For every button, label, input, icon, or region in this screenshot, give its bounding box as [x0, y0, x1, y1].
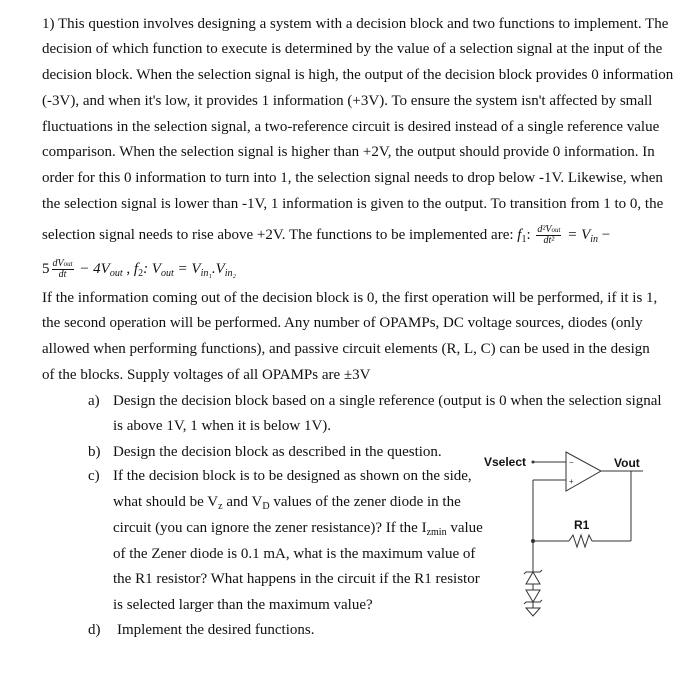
f1-colon: :: [526, 226, 531, 243]
paragraph-line-4: (-3V), and when it's low, it provides 1 information (+3V). To ensure the system isn't affected by small: [42, 93, 653, 109]
vz-subscript: z: [218, 501, 223, 512]
minus-4vout: − 4V: [79, 260, 110, 277]
f1-subscript: 1: [521, 233, 527, 245]
equation-line: [42, 259, 236, 283]
item-c-vz-text: what should be V: [113, 494, 219, 510]
paragraph2-line-3: allowed when performing functions), and passive circuit elements (R, L, C) can be used in the design: [42, 341, 650, 357]
paragraph2-line-4: of the blocks. Supply voltages of all OPAMPs are ±3V: [42, 367, 371, 383]
item-d-marker: d): [88, 622, 101, 638]
item-c-and-vd: and V: [222, 494, 263, 510]
paragraph-line-3: decision block. When the selection signal is high, the output of the decision block provides 0 information: [42, 67, 674, 83]
izmin-subscript: zmin: [426, 527, 447, 538]
dvout-fraction: [52, 259, 74, 280]
paragraph-line-1: 1) This question involves designing a system with a decision block and two functions to implement. The: [42, 16, 669, 32]
item-c-line-2: [113, 493, 461, 516]
paragraph-line-8: the selection signal is lower than -1V, 1 information is given to the output. To transition from 1 to 0, the: [42, 196, 664, 212]
vselect-label: Vselect: [484, 455, 527, 469]
item-d-text: Implement the desired functions.: [117, 622, 315, 638]
f1-rhs: = V: [567, 226, 591, 243]
f2-expr-a: : V: [143, 260, 161, 277]
item-c-marker: c): [88, 468, 100, 484]
paragraph2-line-1: If the information coming out of the decision block is 0, the first operation will be performed, if it is 1,: [42, 290, 658, 306]
item-c-line-5: the R1 resistor? What happens in the circuit if the R1 resistor: [113, 571, 480, 587]
input-terminal-dot: [532, 461, 535, 464]
f1-rhs-sub: in: [590, 233, 599, 245]
paragraph2-line-2: the second operation will be performed. Any number of OPAMPs, DC voltage sources, diodes (only: [42, 315, 643, 331]
f2-expr-b: = V: [177, 260, 201, 277]
equation-separator: ,: [126, 260, 131, 277]
item-c-line-3: [113, 519, 483, 542]
f1-label: f: [517, 226, 522, 243]
minus-4vout-sub: out: [109, 267, 123, 279]
paragraph-line-6: comparison. When the selection signal is higher than +2V, the output should provide 0 information. In: [42, 144, 655, 160]
f2-expr-b-sub: in₁: [200, 267, 212, 279]
zener-diode-lower: [526, 590, 540, 602]
ground-symbol: [526, 608, 540, 616]
item-c-line-4: of the Zener diode is 0.1 mA, what is the maximum value of: [113, 546, 476, 562]
paragraph-line-5: fluctuations in the selection signal, a two-reference circuit is desired instead of a single reference value: [42, 119, 660, 135]
paragraph-line-7: order for this 0 information to turn into 1, the selection signal needs to drop below -1V. Likewise, when: [42, 170, 663, 186]
coef-5: 5: [42, 260, 50, 277]
item-c-line-6: is selected larger than the maximum value?: [113, 597, 373, 613]
item-a-line-2: is above 1V, 1 when it is below 1V).: [113, 418, 332, 434]
f2-expr-c-sub: in₂: [224, 267, 237, 279]
item-c-circuit-text: circuit (you can ignore the zener resistance)? If the I: [113, 520, 427, 536]
f1-numerator-sub: out: [551, 226, 561, 234]
zener-bar-upper: [524, 570, 542, 574]
item-b-marker: b): [88, 444, 101, 460]
f2-expr-c: .V: [211, 260, 225, 277]
paragraph-line-9: [42, 225, 610, 249]
f1-fraction: [536, 225, 561, 246]
f2-subscript: 2: [138, 267, 144, 279]
plus-sign: +: [569, 477, 574, 486]
minus-sign: −: [569, 458, 574, 467]
opamp-triangle: [566, 452, 601, 491]
dvout-numerator: dV: [52, 258, 64, 269]
item-a-marker: a): [88, 393, 100, 409]
f1-numerator: d²V: [537, 224, 552, 235]
vd-subscript: D: [262, 501, 270, 512]
zener-diode-upper: [526, 572, 540, 584]
paragraph-line-2: decision of which function to execute is determined by the value of a selection signal at the input of the: [42, 41, 663, 57]
item-b-text: Design the decision block as described in the question.: [113, 444, 442, 460]
dvout-numerator-sub: out: [63, 260, 73, 268]
f2-label: f: [133, 260, 139, 277]
f1-minus: −: [601, 226, 611, 243]
junction-dot: [531, 539, 535, 543]
item-c-line-1: If the decision block is to be designed as shown on the side,: [113, 468, 472, 484]
line-9-text: selection signal needs to rise above +2V. The functions to be implemented are:: [42, 226, 514, 243]
item-c-zener-text: values of the zener diode in the: [269, 494, 461, 510]
r1-label: R1: [574, 518, 590, 532]
r1-resistor: [569, 535, 592, 547]
vout-label: Vout: [614, 456, 640, 470]
f2-expr-a-sub: out: [160, 267, 174, 279]
f1-denominator: dt²: [543, 235, 555, 246]
item-c-value-word: value: [446, 520, 483, 536]
dvout-denominator: dt: [58, 269, 67, 280]
zener-bar-lower: [524, 600, 542, 604]
item-a-line-1: Design the decision block based on a single reference (output is 0 when the selection signal: [113, 393, 662, 409]
